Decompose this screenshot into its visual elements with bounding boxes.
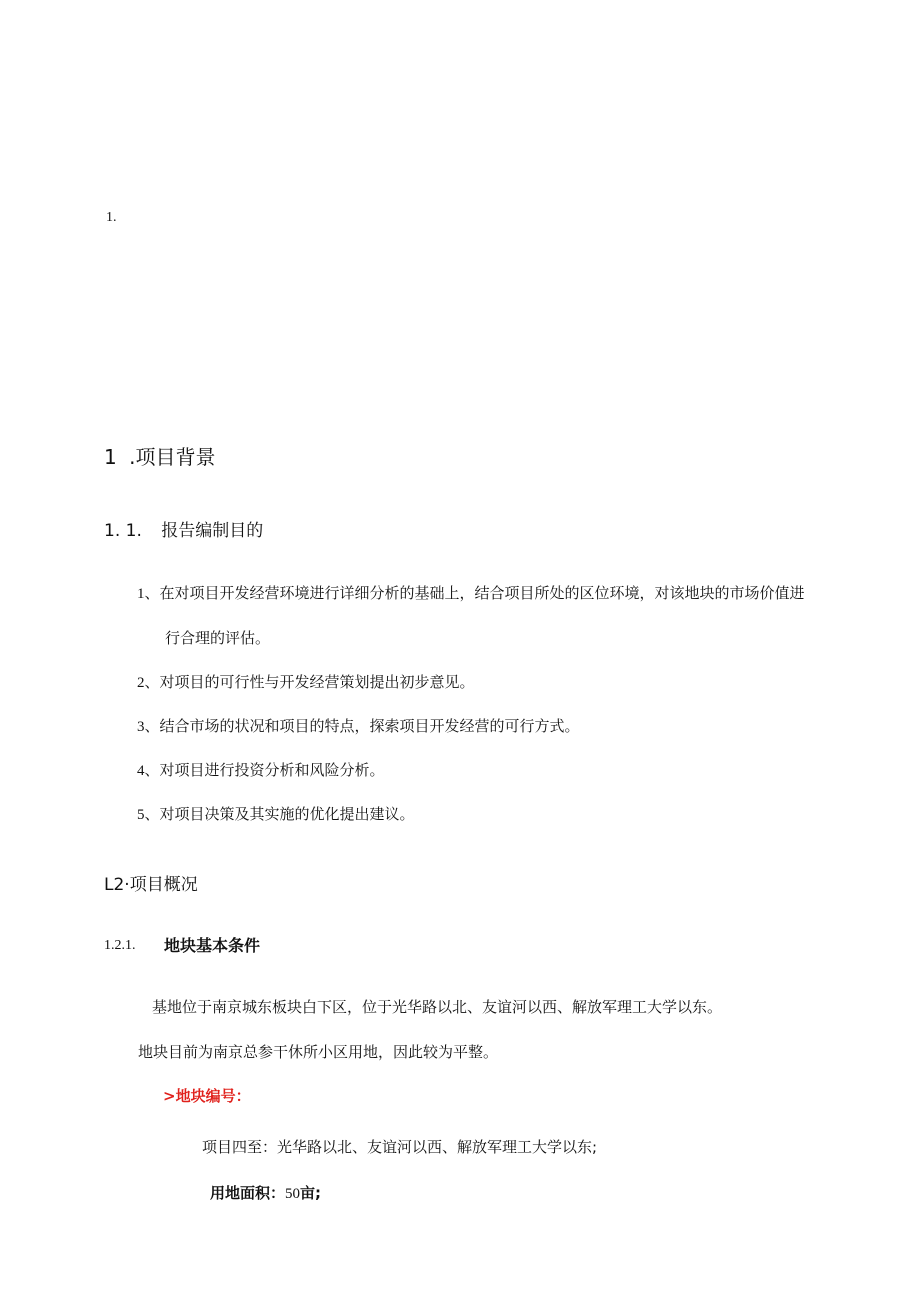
list-item-number: 2、 [137, 675, 160, 691]
list-item-number: 3、 [137, 719, 160, 735]
subsection-heading-1-2-1 [104, 934, 261, 955]
plot-number-label: >地块编号： [163, 1087, 251, 1105]
list-item-text: 结合市场的状况和项目的特点，探索项目开发经营的可行方式。 [159, 717, 580, 735]
list-item-text: 对项目进行投资分析和风险分析。 [159, 761, 385, 779]
subsection-heading-1-1 [104, 520, 263, 542]
list-item [137, 583, 805, 604]
list-item-continuation: 行合理的评估。 [165, 629, 271, 647]
list-item [137, 672, 475, 693]
list-item-number: 1、 [137, 586, 160, 602]
paragraph: 地块目前为南京总参干休所小区用地，因此较为平整。 [138, 1043, 499, 1061]
land-area-unit: 亩; [300, 1184, 322, 1202]
list-item-number: 5、 [137, 807, 160, 823]
land-area-label: 用地面积： [210, 1184, 286, 1202]
land-area [210, 1183, 321, 1204]
list-item [137, 716, 580, 737]
subsection-title: 报告编制目的 [161, 521, 264, 541]
section-heading [104, 444, 215, 470]
subsection-number: 1. 1. [104, 521, 142, 541]
subsubsection-title: 地块基本条件 [164, 936, 261, 955]
land-area-value: 50 [285, 1186, 301, 1202]
list-item-text: 在对项目开发经营环境进行详细分析的基础上，结合项目所处的区位环境，对该地块的市场价值进 [159, 584, 805, 602]
top-number: 1. [106, 210, 117, 225]
paragraph: 基地位于南京城东板块白下区，位于光华路以北、友谊河以西、解放军理工大学以东。 [152, 998, 723, 1016]
list-item-text: 对项目的可行性与开发经营策划提出初步意见。 [159, 673, 475, 691]
section-number: 1 [104, 445, 117, 469]
list-item [137, 804, 415, 825]
list-item-text: 对项目决策及其实施的优化提出建议。 [159, 805, 415, 823]
section-title: .项目背景 [129, 445, 216, 469]
list-item [137, 760, 385, 781]
subsubsection-number: 1.2.1. [104, 938, 136, 953]
project-boundary: 项目四至：光华路以北、友谊河以西、解放军理工大学以东; [202, 1138, 598, 1156]
list-item-number: 4、 [137, 763, 160, 779]
subsection-heading-1-2: L2·项目概况 [104, 875, 198, 895]
